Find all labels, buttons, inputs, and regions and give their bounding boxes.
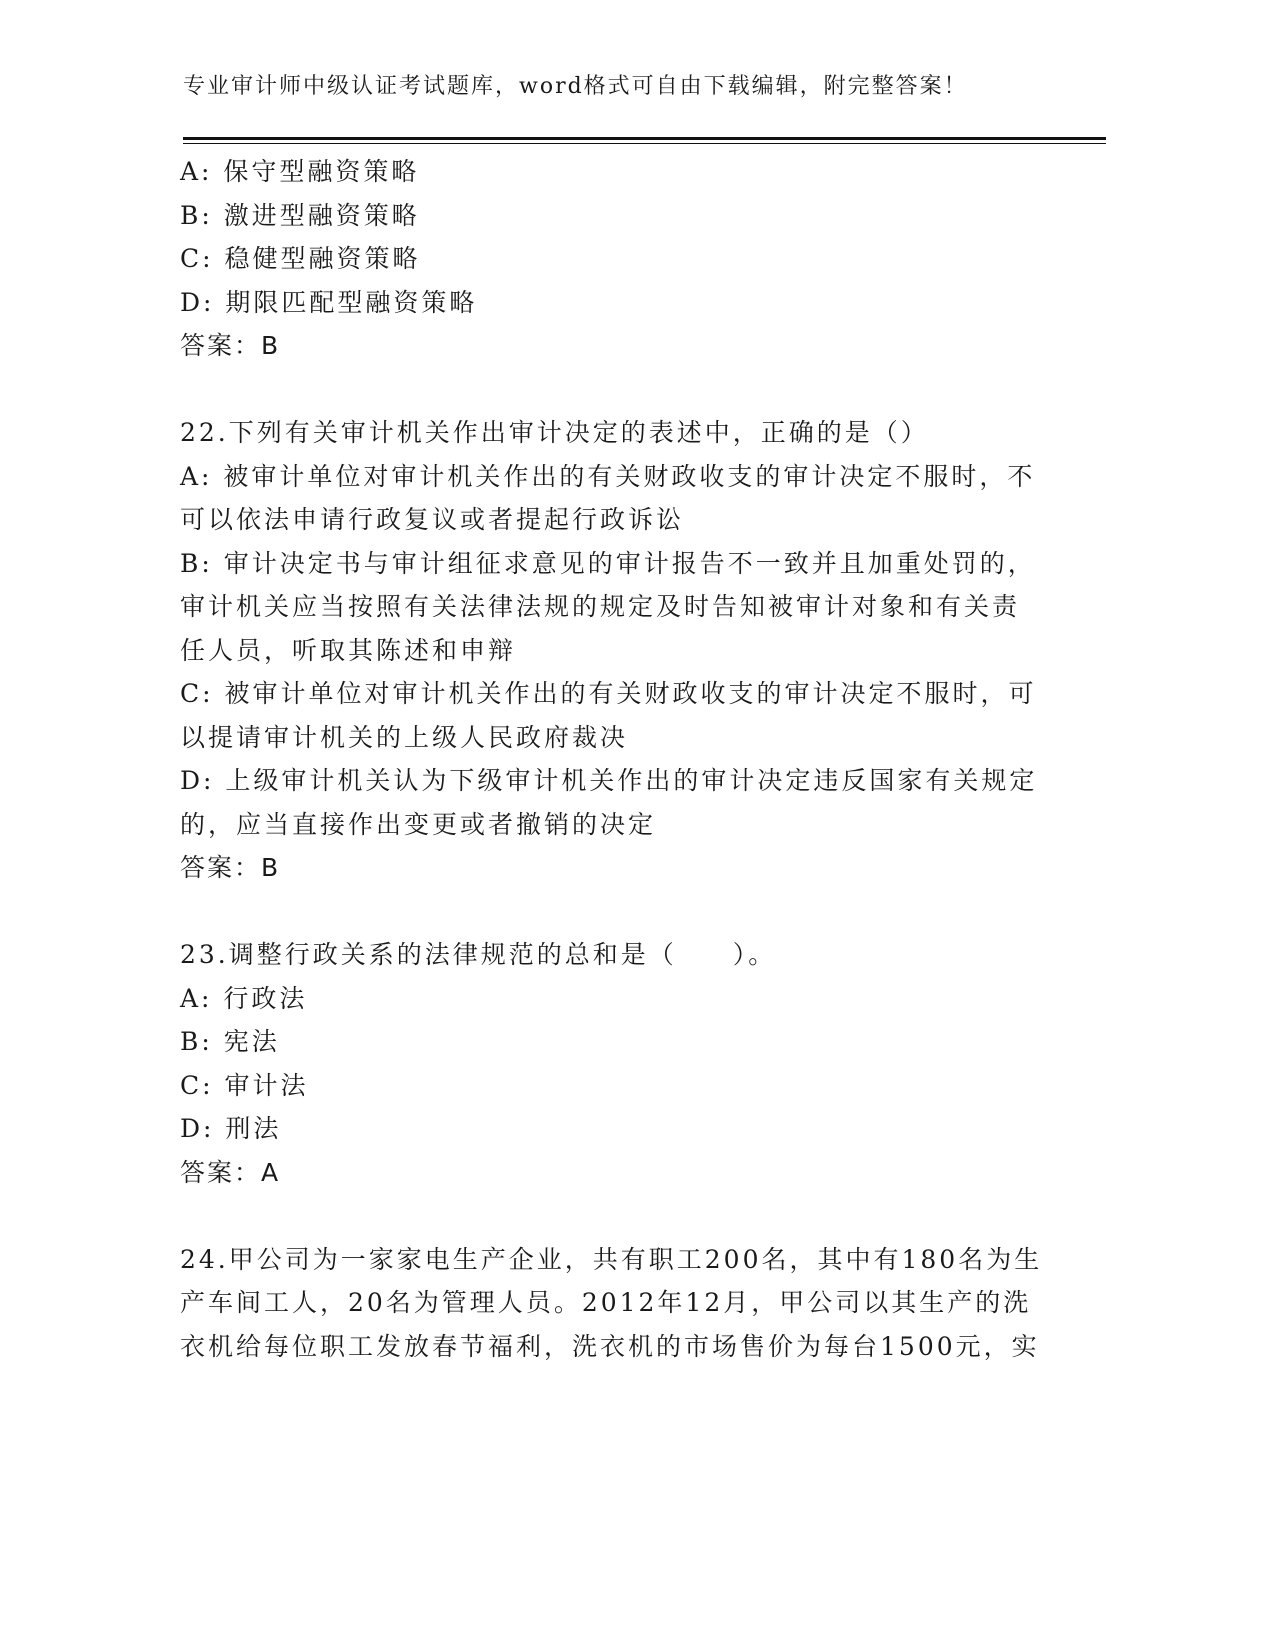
- question-22-stem: 22.下列有关审计机关作出审计决定的表述中，正确的是（）: [180, 418, 929, 447]
- answer-line: 答案：B: [180, 331, 281, 360]
- header-divider-thick: [183, 137, 1106, 140]
- question-23-option-b: B: 宪法: [180, 1027, 280, 1056]
- question-content: [180, 150, 1043, 1368]
- header-divider-thin: [183, 143, 1106, 144]
- question-24-stem-line: 产车间工人，20名为管理人员。2012年12月，甲公司以其生产的洗: [180, 1288, 1032, 1317]
- question-22-line: 审计机关应当按照有关法律法规的规定及时告知被审计对象和有关责: [180, 592, 1021, 621]
- spacer: [180, 890, 1030, 934]
- question-22-line: 以提请审计机关的上级人民政府裁决: [180, 722, 629, 752]
- spacer: [180, 368, 1030, 412]
- question-23-option-c: C: 审计法: [180, 1070, 309, 1100]
- question-22-line: 任人员，听取其陈述和申辩: [180, 635, 517, 665]
- question-22-line: A: 被审计单位对审计机关作出的有关财政收支的审计决定不服时，不: [180, 461, 1036, 491]
- option-d: D: 期限匹配型融资策略: [180, 287, 478, 317]
- question-24-stem-line: 衣机给每位职工发放春节福利，洗衣机的市场售价为每台1500元，实: [180, 1331, 1040, 1361]
- question-22-line: D: 上级审计机关认为下级审计机关作出的审计决定违反国家有关规定: [180, 766, 1038, 795]
- question-22-answer: 答案：B: [180, 853, 281, 882]
- question-23-answer: 答案：A: [180, 1157, 281, 1187]
- question-22-line: C: 被审计单位对审计机关作出的有关财政收支的审计决定不服时，可: [180, 679, 1037, 708]
- question-22-line: 的，应当直接作出变更或者撤销的决定: [180, 809, 657, 839]
- page-header: 专业审计师中级认证考试题库，word格式可自由下载编辑，附完整答案！: [183, 74, 968, 99]
- question-23-option-d: D: 刑法: [180, 1114, 282, 1143]
- question-24-stem-line: 24.甲公司为一家家电生产企业，共有职工200名，其中有180名为生: [180, 1244, 1043, 1274]
- option-c: C: 稳健型融资策略: [180, 244, 421, 273]
- option-b: B: 激进型融资策略: [180, 200, 420, 230]
- option-a: A: 保守型融资策略: [180, 157, 420, 186]
- spacer: [180, 1194, 1030, 1238]
- question-23-option-a: A: 行政法: [180, 983, 308, 1013]
- question-22-line: B: 审计决定书与审计组征求意见的审计报告不一致并且加重处罚的，: [180, 548, 1036, 578]
- question-23-stem: 23.调整行政关系的法律规范的总和是（ ）。: [180, 940, 777, 969]
- question-22-line: 可以依法申请行政复议或者提起行政诉讼: [180, 505, 685, 534]
